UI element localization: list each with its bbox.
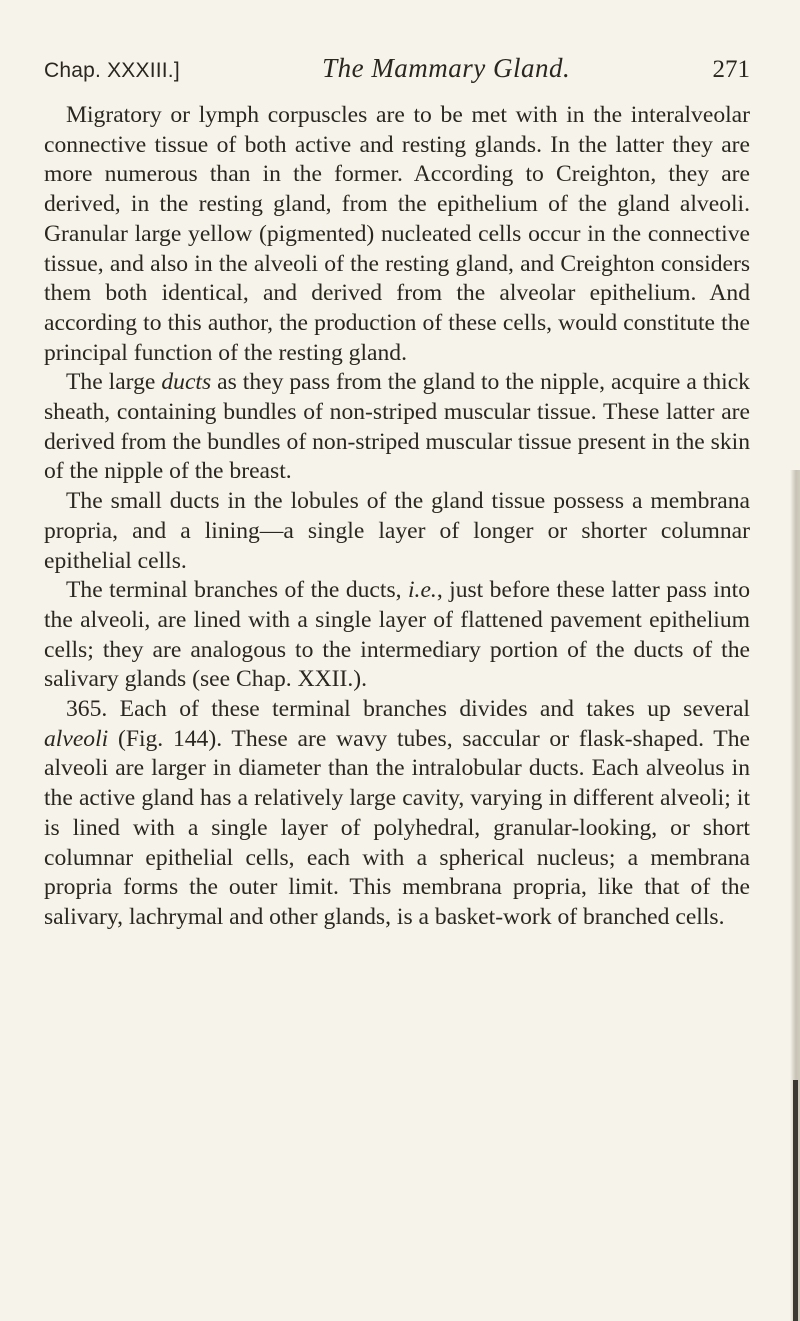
paragraph-text: Migratory or lymph corpuscles are to be met with in the interalveolar connective tissue of both active and resting glands. In the latter they are more numerous than in the former. According to Creighton, they are derived, in the resting gland, from the epithelium of the gland alveoli. Granular large yellow (pigmented) nucleated cells occur in the connective tissue, and also in the alveoli of the resting gland, and Creighton considers them both identical, and derived from the alveolar epithelium. And according to this author, the production of these cells, would constitute the principal function of the resting gland. [44,102,750,366]
paragraph-large-ducts [44,368,750,487]
chapter-label: Chap. XXXIII.] [44,59,180,82]
italic-term-ie: i.e. [407,577,437,604]
paragraph-migratory-cells [44,101,750,368]
page-number: 271 [712,56,750,83]
italic-term-alveoli: alveoli [44,725,109,752]
paragraph-alveoli [44,695,750,933]
paragraph-text: The small ducts in the lobules of the gland tissue possess a membrana propria, and a lining—a single layer of longer or shorter columnar epithelial cells. [44,488,750,574]
paragraph-text: The terminal branches of the ducts, [66,577,408,604]
running-head [44,52,750,87]
paragraph-text: (Fig. 144). These are wavy tubes, saccular or flask-shaped. The alveoli are larger in diameter than the intralobular ducts. Each alveolus in the active gland has a relatively large cavity, varying in different alveoli; it is lined with a single layer of polyhedral, granular-looking, or short columnar epithelial cells, each with a spherical nucleus; a membrana propria forms the outer limit. This membrana propria, like that of the salivary, lachrymal and other glands, is a basket-work of branched cells. [44,725,750,930]
paragraph-terminal-branches [44,576,750,695]
paragraph-text: The large [66,369,162,396]
body-text [44,101,750,933]
paragraph-text: , just before these latter pass into the alveoli, are lined with a single layer of flattened pavement epithelium cells; they are analogous to the intermediary portion of the ducts of the salivary glands (see Chap. XXII.). [44,577,750,693]
italic-term-ducts: ducts [161,369,212,396]
page-edge-binding [793,1080,798,1321]
paragraph-small-ducts [44,487,750,576]
paragraph-text: as they pass from the gland to the nipple, acquire a thick sheath, containing bundles of non-striped muscular tissue. These latter are derived from the bundles of non-striped muscular tissue present in the skin of the nipple of the breast. [44,369,750,485]
paragraph-text: 365. Each of these terminal branches divides and takes up several [66,696,750,723]
chapter-title: The Mammary Gland. [322,53,571,83]
book-page [44,52,750,933]
